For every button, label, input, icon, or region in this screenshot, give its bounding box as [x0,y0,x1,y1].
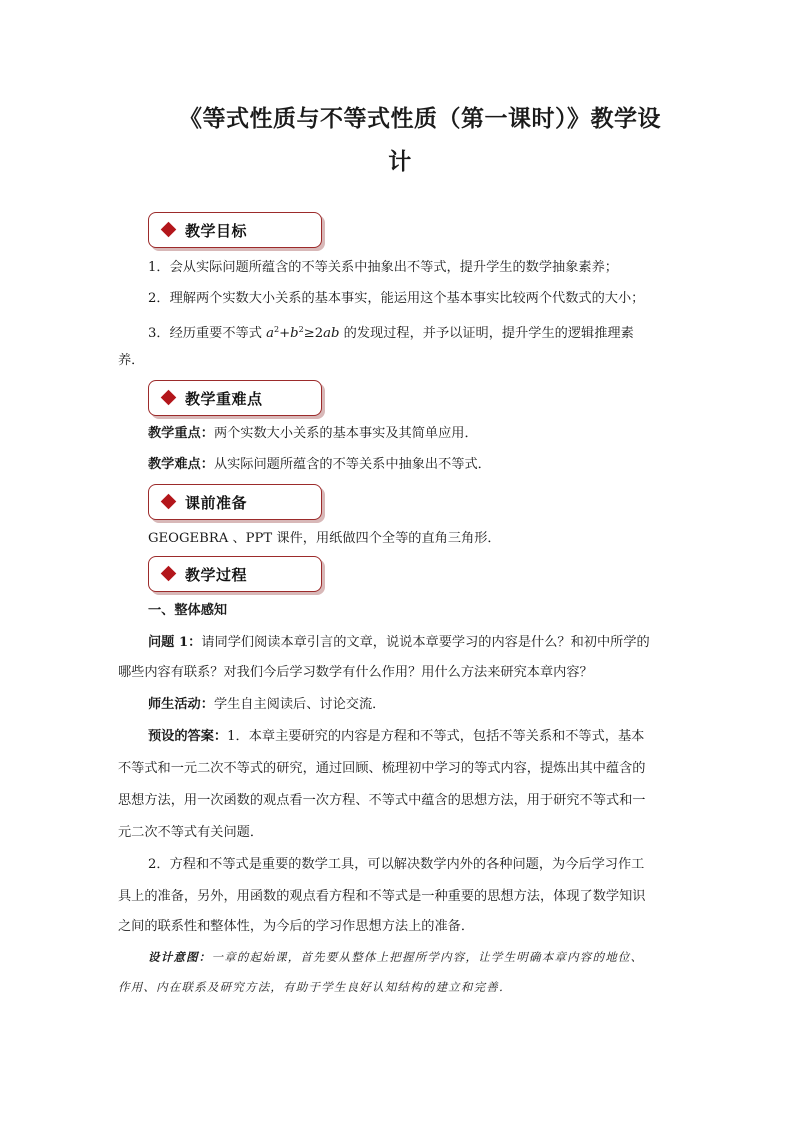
question-1 [148,634,650,652]
diamond-bullet-icon [161,222,177,238]
diamond-bullet-icon [161,494,177,510]
document-title-line-2: 计 [388,148,412,175]
answer-line-3: 思想方法，用一次函数的观点看一次方程、不等式中蕴含的思想方法，用于研究不等式和一 [118,793,646,808]
section-label: 教学目标 [185,222,248,240]
document-title-line-1: 《等式性质与不等式性质（第一课时）》教学设 [179,105,661,132]
preparation-text: GEOGEBRA 、PPT 课件，用纸做四个全等的直角三角形． [148,531,501,546]
question-1-text: 请同学们阅读本章引言的文章，说说本章要学习的内容是什么？和初中所学的 [201,635,650,650]
key-point-difficulty [148,456,491,474]
math-var-b: b [290,326,299,341]
process-heading: 一、整体感知 [148,603,228,618]
diamond-bullet-icon [161,390,177,406]
math-plus: + [279,326,291,341]
math-exponent: 2 [298,325,304,334]
section-header-preparation [148,484,322,520]
answer-2-line-1: 2．方程和不等式是重要的数学工具，可以解决数学内外的各种问题，为今后学习作工 [148,857,645,872]
difficulty-label: 教学难点： [148,457,214,472]
focus-text: 两个实数大小关系的基本事实及其简单应用． [213,426,478,441]
section-header-objectives [148,212,322,248]
difficulty-text: 从实际问题所蕴含的不等关系中抽象出不等式． [213,457,491,472]
teacher-student-activity [148,696,385,714]
math-geq: ≥2 [303,326,324,341]
objective-item-3-suffix: 的发现过程，并予以证明，提升学生的逻辑推理素 [339,326,634,341]
activity-text: 学生自主阅读后、讨论交流． [213,697,386,712]
answer-2-line-3: 之间的联系性和整体性，为今后的学习作思想方法上的准备． [118,919,475,934]
diamond-bullet-icon [161,566,177,582]
design-label: 设计意图： [148,950,212,964]
preset-answer [148,728,644,746]
section-label: 课前准备 [185,494,248,512]
math-var-a: a [266,326,274,341]
objective-item-1: 1．会从实际问题所蕴含的不等关系中抽象出不等式，提升学生的数学抽象素养； [148,260,618,275]
answer-line-1: 1．本章主要研究的内容是方程和不等式，包括不等关系和不等式，基本 [227,729,645,744]
answer-line-4: 元二次不等式有关问题． [118,825,264,840]
question-1-label: 问题 1： [148,635,202,650]
section-label: 教学重难点 [185,390,263,408]
focus-label: 教学重点： [148,426,214,441]
objective-item-3 [148,321,634,343]
key-point-focus [148,425,478,443]
answer-line-2: 不等式和一元二次不等式的研究，通过回顾、梳理初中学习的等式内容，提炼出其中蕴含的 [118,761,646,776]
answer-2-line-2: 具上的准备，另外，用函数的观点看方程和不等式是一种重要的思想方法，体现了数学知识 [118,889,646,904]
design-line-2: 作用、内在联系及研究方法，有助于学生良好认知结构的建立和完善． [118,980,512,994]
math-var-ab: ab [323,326,340,341]
objective-item-2: 2．理解两个实数大小关系的基本事实，能运用这个基本事实比较两个代数式的大小； [148,291,645,306]
section-header-key-points [148,380,322,416]
math-exponent: 2 [273,325,280,334]
question-1-continued: 哪些内容有联系？对我们今后学习数学有什么作用？用什么方法来研究本章内容？ [118,665,593,680]
answer-label: 预设的答案： [148,729,228,744]
design-line-1: 一章的起始课，首先要从整体上把握所学内容，让学生明确本章内容的地位、 [211,950,644,964]
design-intent [148,948,643,966]
objective-item-3-continued: 养． [118,353,145,368]
section-header-process [148,556,322,592]
objective-item-3-prefix: 3．经历重要不等式 [148,326,267,341]
section-label: 教学过程 [185,566,248,584]
activity-label: 师生活动： [148,697,214,712]
